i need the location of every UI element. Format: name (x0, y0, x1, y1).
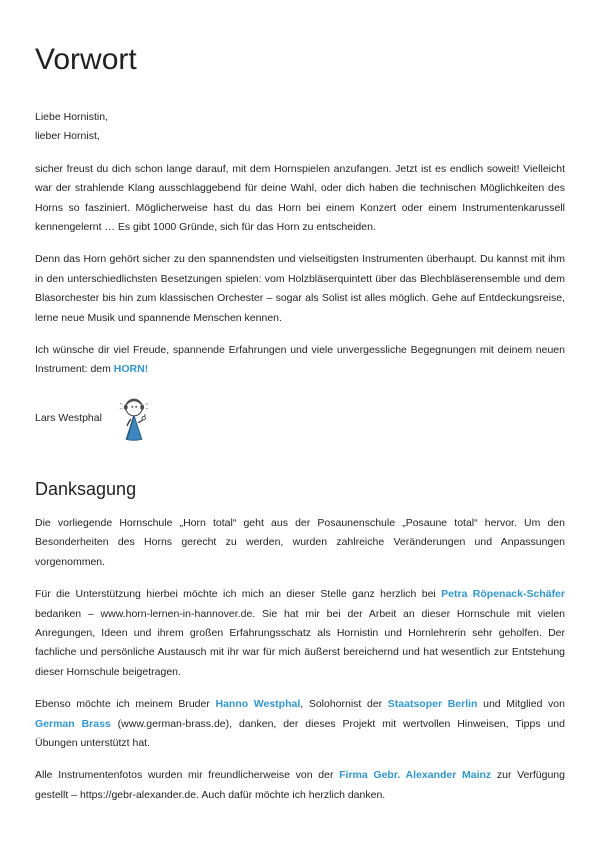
paragraph-text: bedanken – www.horn-lernen-in-hannover.de. Sie hat mir bei der Arbeit an dieser Hornschule mit vielen Anregungen, Ideen und ihrem großen Erfahrungsschatz als Hornistin und Hornlehrerin sehr geholfen. Der fachliche und persönliche Austausch mit ihr war für mich äußerst bereichernd und hat wesentlich zur Entstehung dieser Hornschule beigetragen. (35, 607, 565, 678)
name-highlight-german-brass: German Brass (35, 717, 111, 730)
name-highlight-petra: Petra Röpenack-Schäfer (441, 588, 565, 601)
paragraph-text: Ich wünsche dir viel Freude, spannende Erfahrungen und viele unvergessliche Begegnungen mit deinem neuen Instrument: dem (35, 344, 565, 376)
paragraph-text: , Solohornist der (300, 698, 388, 711)
intro-paragraph (35, 160, 565, 238)
instrument-paragraph (35, 250, 565, 328)
paragraph-text: zur Verfügung gestellt – https://gebr-alexander.de. Auch dafür möchte ich herzlich danken. (35, 769, 565, 801)
wish-paragraph (35, 341, 565, 380)
paragraph-text: und Mitglied von (477, 698, 565, 711)
name-highlight-hanno: Hanno Westphal (215, 698, 301, 711)
signature-row (35, 393, 565, 445)
horn-highlight: HORN! (113, 363, 149, 376)
section-title-danksagung: Danksagung (35, 478, 137, 499)
author-name: Lars Westphal (35, 412, 102, 425)
salutation (35, 108, 565, 147)
name-highlight-staatsoper: Staatsoper Berlin (387, 698, 478, 711)
salutation-line-2: lieber Hornist, (35, 130, 100, 143)
danksagung-origin-paragraph (35, 514, 565, 572)
paragraph-text: Denn das Horn gehört sicher zu den spannendsten und vielseitigsten Instrumenten überhaupt. Du kannst mit ihm in den unterschiedlichsten Besetzungen spielen: vom Holzbläserquintett über das Blechbläserensemble und dem Blasorchester bis hin zum klassischen Orchester – sogar als Solist ist alles möglich. Gehe auf Entdeckungsreise, lerne neue Musik und spannende Menschen kennen. (35, 253, 565, 324)
danksagung-fotos-paragraph (35, 766, 565, 805)
danksagung-petra-paragraph (35, 585, 565, 682)
paragraph-text: Die vorliegende Hornschule „Horn total“ geht aus der Posaunenschule „Posaune total“ hervor. Um den Besonderheiten des Horns gerecht zu werden, wurden zahlreiche Veränderungen und Anpassungen vorgenommen. (35, 516, 565, 568)
name-highlight-alexander-mainz: Firma Gebr. Alexander Mainz (339, 769, 492, 782)
paragraph-text: (www.german-brass.de), danken, der dieses Projekt mit wertvollen Hinweisen, Tipps und Übungen unterstützt hat. (35, 717, 565, 749)
paragraph-text: Alle Instrumentenfotos wurden mir freundlicherweise von der (35, 769, 340, 782)
person-with-headphones-icon (115, 394, 153, 444)
danksagung-hanno-paragraph (35, 695, 565, 753)
paragraph-text: Ebenso möchte ich meinem Bruder (35, 698, 216, 711)
salutation-line-1: Liebe Hornistin, (35, 111, 108, 123)
paragraph-text: Für die Unterstützung hierbei möchte ich mich an dieser Stelle ganz herzlich bei (35, 588, 442, 601)
paragraph-text: sicher freust du dich schon lange darauf, mit dem Hornspielen anzufangen. Jetzt ist es endlich soweit! Vielleicht war der strahlende Klang ausschlaggebend für deine Wahl, oder dich haben die technischen Möglichkeiten des Horns so fasziniert. Möglicherweise hast du das Horn bei einem Konzert oder einem Instrumentenkarussell kennengelernt … Es gibt 1000 Gründe, sich für das Horn zu entscheiden. (35, 162, 565, 234)
page-title: Vorwort (35, 43, 137, 76)
